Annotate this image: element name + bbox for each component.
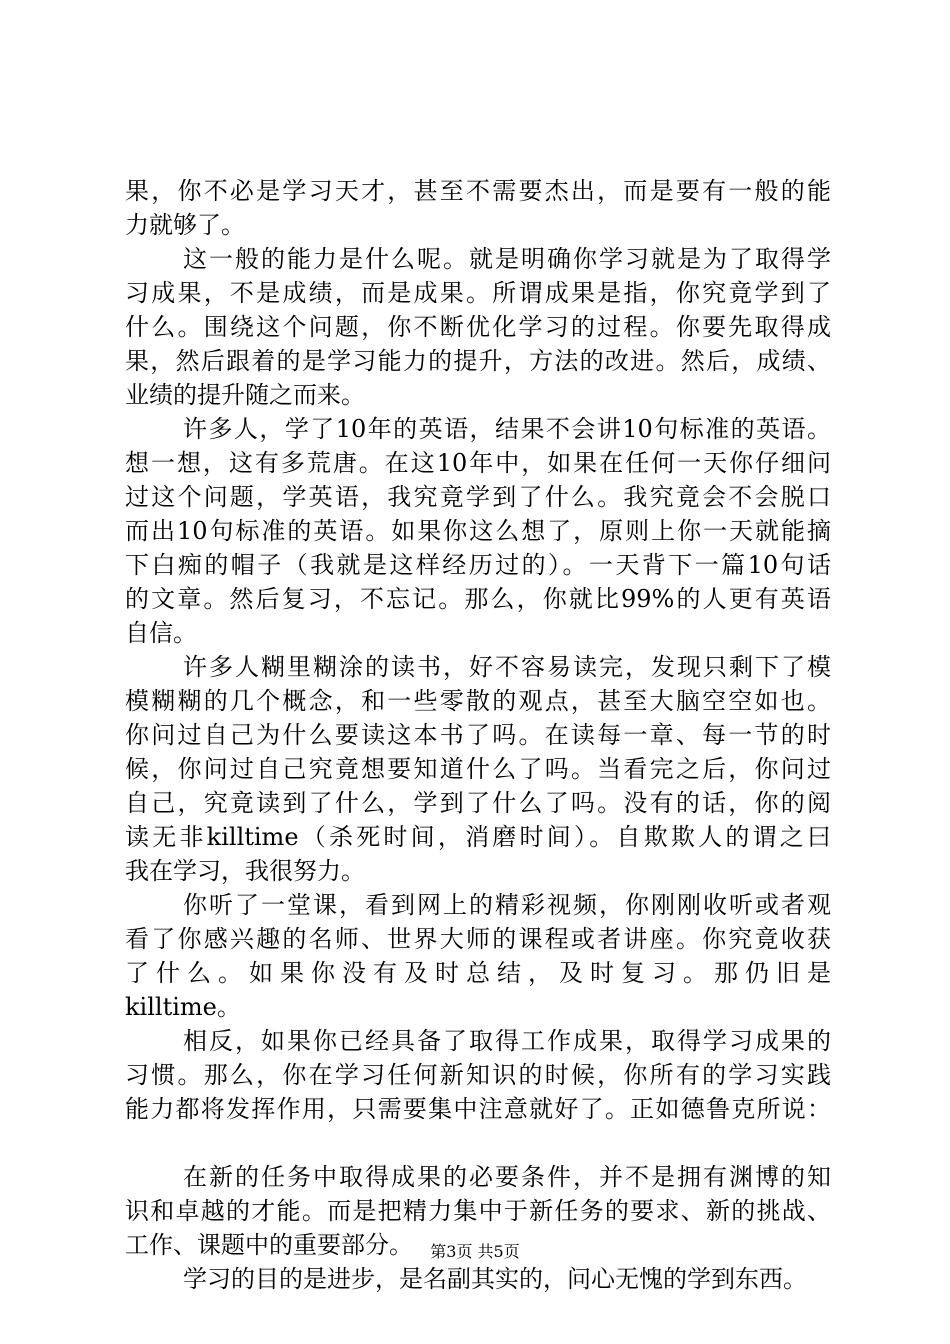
text-line: 下白痴的帽子（我就是这样经历过的）。一天背下一篇10句话	[125, 551, 831, 579]
text-line: 候，你问过自己究竟想要知道什么了吗。当看完之后，你问过	[125, 755, 831, 783]
text-line: 能力都将发挥作用，只需要集中注意就好了。正如德鲁克所说：	[125, 1095, 831, 1123]
paragraph-first-line: 许多人，学了10年的英语，结果不会讲10句标准的英语。	[183, 415, 831, 443]
text-line: 你问过自己为什么要读这本书了吗。在读每一章、每一节的时	[125, 721, 831, 749]
paragraph-first-line: 你听了一堂课，看到网上的精彩视频，你刚刚收听或者观	[183, 891, 831, 919]
text-line: 读无非killtime（杀死时间，消磨时间）。自欺欺人的谓之曰	[125, 823, 831, 851]
paragraph-first-line: 许多人糊里糊涂的读书，好不容易读完，发现只剩下了模	[183, 653, 831, 681]
text-line: 了什么。如果你没有及时总结，及时复习。那仍旧是	[125, 959, 831, 987]
text-line: 果，然后跟着的是学习能力的提升，方法的改进。然后，成绩、	[125, 347, 831, 375]
text-line: 想一想，这有多荒唐。在这10年中，如果在任何一天你仔细问	[125, 449, 831, 477]
text-line: 习成果，不是成绩，而是成果。所谓成果是指，你究竟学到了	[125, 279, 831, 307]
text-line: 力就够了。	[125, 211, 245, 239]
text-line: 看了你感兴趣的名师、世界大师的课程或者讲座。你究竟收获	[125, 925, 831, 953]
text-line: 习惯。那么，你在学习任何新知识的时候，你所有的学习实践	[125, 1061, 831, 1089]
page-footer: 第3页 共5页	[430, 1242, 520, 1261]
text-line: 模糊糊的几个概念，和一些零散的观点，甚至大脑空空如也。	[125, 687, 831, 715]
text-line: 自信。	[125, 619, 197, 647]
text-line: 的文章。然后复习，不忘记。那么，你就比99%的人更有英语	[125, 585, 831, 613]
text-line: 我在学习，我很努力。	[125, 857, 365, 885]
paragraph-first-line: 这一般的能力是什么呢。就是明确你学习就是为了取得学	[183, 245, 831, 273]
text-line: 果，你不必是学习天才，甚至不需要杰出，而是要有一般的能	[125, 177, 831, 205]
text-line: 自己，究竟读到了什么，学到了什么了吗。没有的话，你的阅	[125, 789, 831, 817]
text-line: 业绩的提升随之而来。	[125, 381, 365, 409]
text-line: 而出10句标准的英语。如果你这么想了，原则上你一天就能摘	[125, 517, 831, 545]
document-body	[125, 174, 831, 1296]
paragraph-first-line: 相反，如果你已经具备了取得工作成果，取得学习成果的	[183, 1027, 831, 1055]
text-line: killtime。	[125, 993, 241, 1021]
quote-first-line: 在新的任务中取得成果的必要条件，并不是拥有渊博的知	[183, 1163, 831, 1191]
quote-line: 识和卓越的才能。而是把精力集中于新任务的要求、新的挑战、	[125, 1197, 831, 1225]
text-line: 过这个问题，学英语，我究竟学到了什么。我究竟会不会脱口	[125, 483, 831, 511]
blank-line	[125, 1126, 831, 1160]
paragraph-first-line: 学习的目的是进步，是名副其实的，问心无愧的学到东西。	[183, 1265, 807, 1293]
text-line: 什么。围绕这个问题，你不断优化学习的过程。你要先取得成	[125, 313, 831, 341]
quote-line: 工作、课题中的重要部分。	[125, 1231, 413, 1259]
